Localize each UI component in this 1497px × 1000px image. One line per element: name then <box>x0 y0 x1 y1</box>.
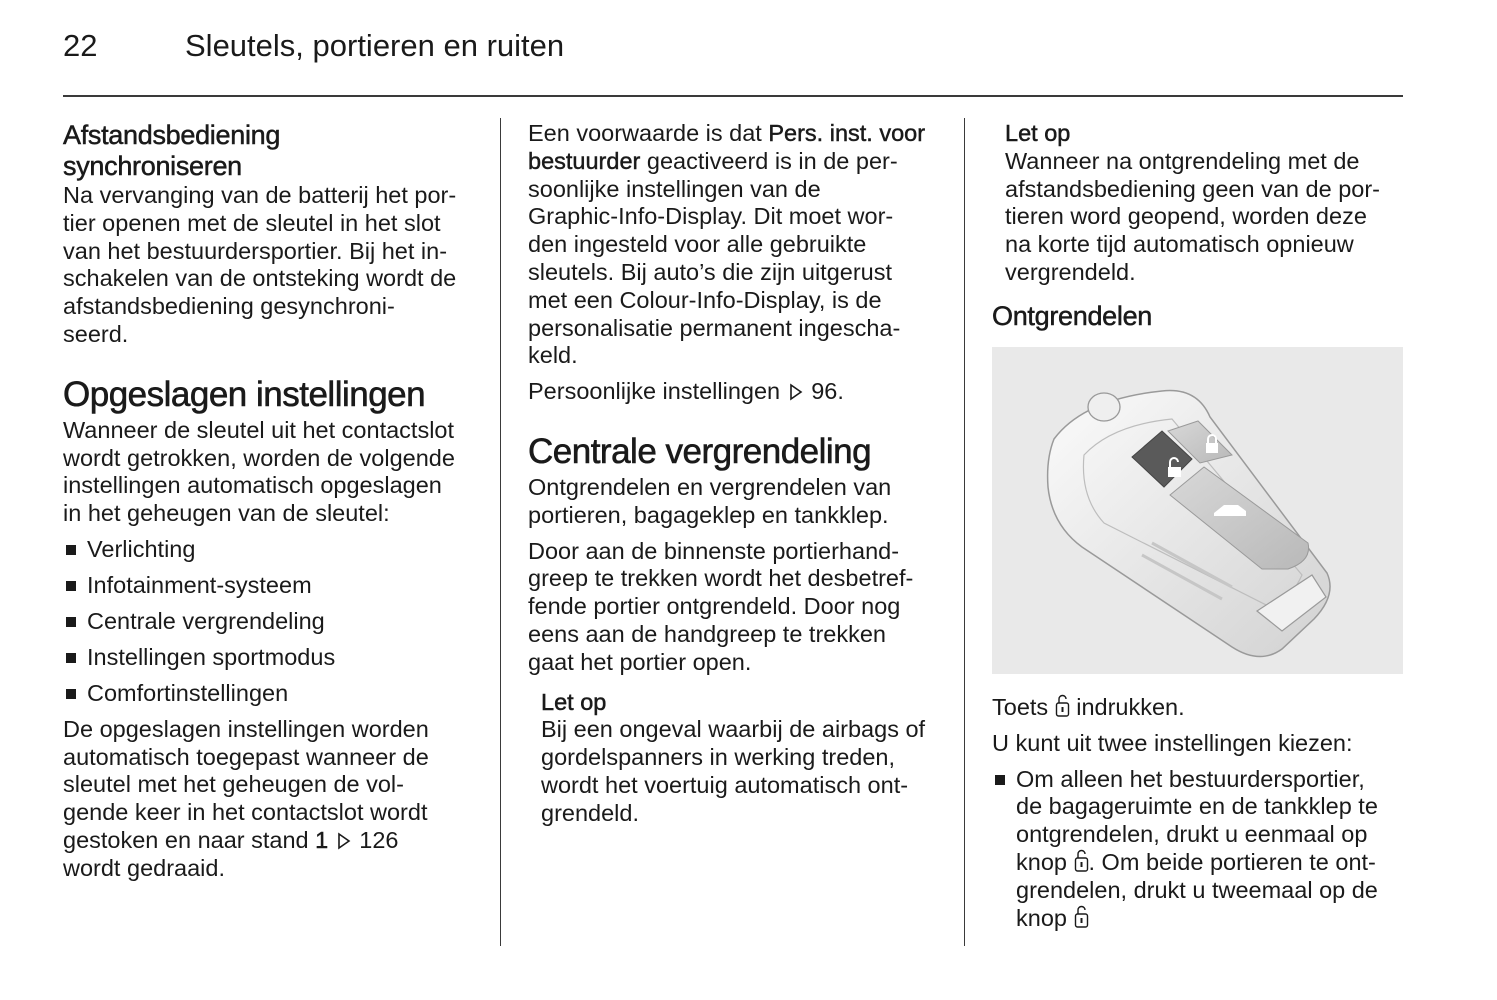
stored-settings-heading: Opgeslagen instellingen <box>63 374 426 414</box>
setting-name: bestuurder <box>528 147 641 174</box>
note-title: Let op <box>541 688 607 715</box>
bullet-line: de bagageruimte en de tankklep te <box>1016 793 1378 820</box>
prereq-line <box>528 148 948 176</box>
page-reference[interactable]: 126 <box>359 827 399 854</box>
sync-text-line: van het bestuurdersportier. Bij het in- <box>63 237 448 264</box>
list-item-label: Verlichting <box>87 535 196 562</box>
bullet-square-icon <box>66 653 76 663</box>
key-fob-image <box>992 347 1403 674</box>
header-rule <box>63 95 1403 97</box>
page-header <box>63 28 1403 68</box>
central-text-line: Ontgrendelen en vergrendelen van <box>528 473 892 500</box>
note-line: wordt het voertuig automatisch ont- <box>541 771 909 798</box>
stored-outro-line: wordt gedraaid. <box>63 854 225 881</box>
outro-text: gestoken en naar stand <box>63 827 316 854</box>
note-line: afstandsbediening geen van de por- <box>1005 175 1380 202</box>
sync-text-line: tier openen met de sleutel in het slot <box>63 209 441 236</box>
central-text-line: greep te trekken wordt het desbetref- <box>528 565 914 592</box>
list-item <box>63 608 483 636</box>
sync-heading-line-1: Afstandsbediening <box>63 120 281 150</box>
note-line: Wanneer na ontgrendeling met de <box>1005 147 1360 174</box>
key-fob-illustration <box>992 347 1403 674</box>
sync-heading <box>63 120 483 182</box>
central-text-line: gaat het portier open. <box>528 648 752 675</box>
page-number: 22 <box>63 28 98 63</box>
bullet-square-icon <box>66 617 76 627</box>
stored-intro-line: instellingen automatisch opgeslagen <box>63 472 442 499</box>
stored-settings-list <box>63 536 483 708</box>
list-item <box>63 644 483 672</box>
stored-intro-line: wordt getrokken, worden de volgende <box>63 444 455 471</box>
central-text-line: portieren, bagageklep en tankklep. <box>528 501 889 528</box>
setting-name: Pers. inst. voor <box>768 120 926 146</box>
bullet-text: . Om beide portieren te ont- <box>1088 848 1376 875</box>
prereq-line: Graphic-Info-Display. Dit moet wor- <box>528 203 894 230</box>
central-text-line: eens aan de handgreep te trekken <box>528 620 886 647</box>
press-instruction <box>992 694 1403 722</box>
page-reference-arrow-icon <box>337 832 351 850</box>
sync-heading-line-2: synchroniseren <box>63 151 242 181</box>
note-line: grendeld. <box>541 799 639 826</box>
prereq-line: den ingesteld voor alle gebruikte <box>528 231 867 258</box>
prereq-line: sleutels. Bij auto’s die zijn uitgerust <box>528 258 893 285</box>
bullet-text: knop <box>1016 848 1067 875</box>
page-reference-arrow-icon <box>789 383 803 401</box>
bullet-square-icon <box>995 775 1005 785</box>
unlock-button-icon <box>1074 849 1089 873</box>
note-line: na korte tijd automatisch opnieuw <box>1005 231 1354 258</box>
central-text-line: fende portier ontgrendeld. Door nog <box>528 593 901 620</box>
note-title: Let op <box>1005 120 1071 146</box>
list-item-label: Infotainment-systeem <box>87 571 312 598</box>
stored-outro-line: automatisch toegepast wanneer de <box>63 743 429 770</box>
stored-outro-line: gende keer in het contactslot wordt <box>63 799 428 826</box>
unlock-button-icon <box>1055 694 1070 718</box>
choice-intro: U kunt uit twee instellingen kiezen: <box>992 729 1353 756</box>
prereq-line: personalisatie permanent ingescha- <box>528 314 901 341</box>
column-divider-1 <box>500 118 501 946</box>
bullet-line <box>1016 849 1403 877</box>
note-line: tieren word geopend, worden deze <box>1005 203 1367 230</box>
bullet-square-icon <box>66 689 76 699</box>
running-title: Sleutels, portieren en ruiten <box>185 28 565 63</box>
prereq-line: met een Colour-Info-Display, is de <box>528 286 882 313</box>
column-3 <box>992 112 1403 332</box>
stored-outro-line: sleutel met het geheugen de vol- <box>63 771 404 798</box>
list-item <box>63 572 483 600</box>
stored-outro-line: De opgeslagen instellingen worden <box>63 715 429 742</box>
stored-intro-line: Wanneer de sleutel uit het contactslot <box>63 416 455 443</box>
note-box <box>992 120 1403 287</box>
press-text: indrukken. <box>1076 694 1185 720</box>
cross-reference <box>528 378 948 406</box>
note-line: Bij een ongeval waarbij de airbags of <box>541 716 926 743</box>
sync-text-line: afstandsbediening gesynchroni- <box>63 293 395 320</box>
prereq-line <box>528 120 948 148</box>
sync-text-line: schakelen van de ontsteking wordt de <box>63 265 457 292</box>
column-3-lower <box>992 694 1403 932</box>
page-reference[interactable]: 96. <box>811 378 844 405</box>
column-divider-2 <box>964 118 965 946</box>
list-item <box>63 680 483 708</box>
note-box <box>528 689 948 828</box>
column-1 <box>63 112 483 883</box>
unlock-heading: Ontgrendelen <box>992 300 1153 331</box>
sync-text-line: seerd. <box>63 320 129 347</box>
prereq-text: geactiveerd is in de per- <box>640 147 898 174</box>
ignition-position: 1 <box>315 827 329 854</box>
cross-reference-text: Persoonlijke instellingen <box>528 378 781 405</box>
list-item-label: Centrale vergrendeling <box>87 607 325 634</box>
stored-outro-line <box>63 827 483 855</box>
bullet-line: ontgrendelen, drukt u eenmaal op <box>1016 821 1368 848</box>
bullet-line <box>1016 905 1403 933</box>
central-text-line: Door aan de binnenste portierhand- <box>528 537 900 564</box>
column-2 <box>528 112 948 828</box>
list-item <box>992 766 1403 933</box>
prereq-line: keld. <box>528 342 578 369</box>
note-line: vergrendeld. <box>1005 258 1136 285</box>
bullet-line: grendelen, drukt u tweemaal op de <box>1016 876 1378 903</box>
bullet-square-icon <box>66 581 76 591</box>
unlock-button-icon <box>1074 905 1089 929</box>
bullet-line: Om alleen het bestuurdersportier, <box>1016 765 1365 792</box>
note-line: gordelspanners in werking treden, <box>541 744 896 771</box>
prereq-line: soonlijke instellingen van de <box>528 175 821 202</box>
stored-intro-line: in het geheugen van de sleutel: <box>63 500 390 527</box>
central-locking-heading: Centrale vergrendeling <box>528 431 872 471</box>
list-item-label: Instellingen sportmodus <box>87 643 336 670</box>
list-item <box>63 536 483 564</box>
bullet-square-icon <box>66 545 76 555</box>
sync-text-line: Na vervanging van de batterij het por- <box>63 182 457 208</box>
press-text: Toets <box>992 694 1049 720</box>
list-item-label: Comfortinstellingen <box>87 679 289 706</box>
prereq-text: Een voorwaarde is dat <box>528 120 769 146</box>
bullet-text: knop <box>1016 904 1067 931</box>
